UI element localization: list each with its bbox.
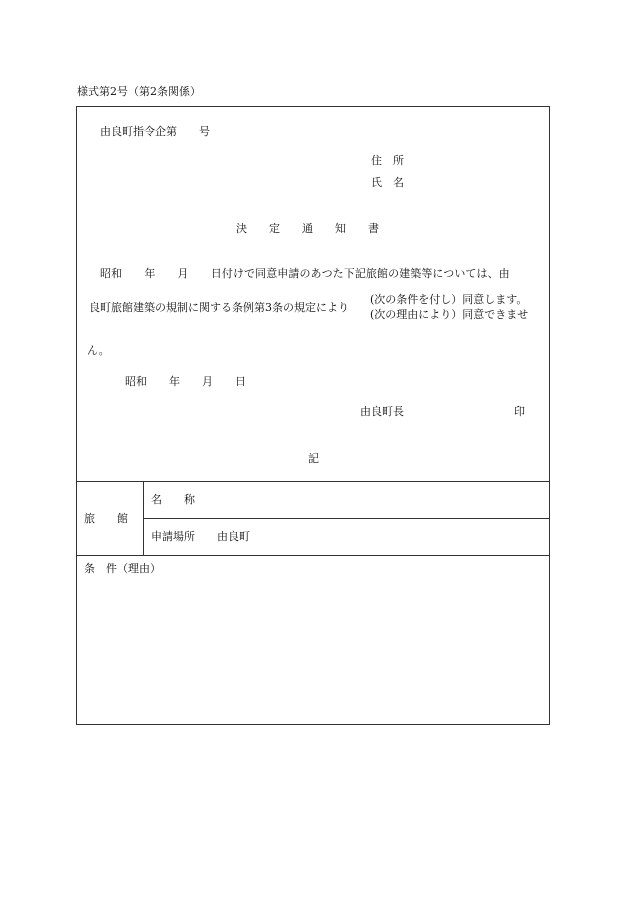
seal-mark: 印 — [514, 405, 525, 418]
location-field-label: 申請場所 由良町 — [151, 530, 250, 543]
conditions-label: 条 件（理由） — [84, 562, 161, 575]
table-bottom-rule — [76, 555, 550, 556]
date-line: 昭和 年 月 日 — [125, 375, 246, 388]
form-frame — [76, 106, 550, 725]
name-label: 氏 名 — [371, 176, 404, 189]
issuer-label: 由良町長 — [360, 405, 404, 418]
body-line-2: 良町旅館建築の規制に関する条例第3条の規定により — [89, 301, 349, 314]
option-deny: (次の理由により）同意できませ — [370, 308, 529, 321]
name-field-label: 名 称 — [151, 493, 195, 506]
body-line-3: ん。 — [87, 344, 110, 357]
form-label: 様式第2号（第2条関係） — [77, 85, 201, 98]
doc-number: 由良町指令企第 号 — [100, 125, 210, 138]
option-approve: (次の条件を付し）同意します。 — [370, 293, 528, 306]
table-top-rule — [76, 481, 550, 482]
body-line-1: 昭和 年 月 日付けで同意申請のあつた下記旅館の建築等については、由 — [100, 267, 510, 280]
document-title: 決 定 通 知 書 — [236, 222, 379, 235]
ryokan-row-label: 旅 館 — [84, 512, 128, 525]
ki-heading: 記 — [308, 452, 319, 465]
table-row-divider — [143, 518, 550, 519]
address-label: 住 所 — [371, 154, 404, 167]
